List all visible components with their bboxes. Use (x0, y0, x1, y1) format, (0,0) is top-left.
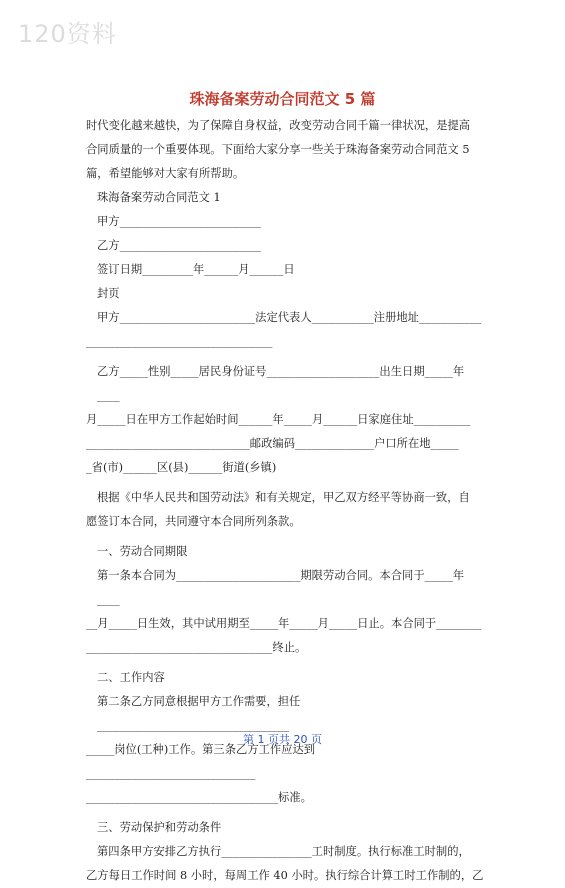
section-line: _________________________________终止。 (86, 641, 307, 654)
section-line: 第一条本合同为______________________期限劳动合同。本合同于_____年____ (97, 569, 465, 606)
section-line: 乙方每日工作时间 8 小时，每周工作 40 小时。执行综合计算工时工作制的，乙 (86, 869, 484, 882)
section-heading: 一、劳动合同期限 (97, 545, 188, 558)
party-b-info-line: 乙方_____性别_____居民身份证号____________________出生日期_____年____ (97, 365, 465, 402)
intro-line: 篇，希望能够对大家有所帮助。 (86, 167, 245, 180)
document-title: 珠海备案劳动合同范文 5 篇 (189, 90, 376, 108)
watermark: 120资料 (18, 20, 117, 48)
section-line: __________________________________标准。 (86, 791, 312, 804)
section-heading: 二、工作内容 (97, 671, 165, 684)
preamble-line: 根据《中华人民共和国劳动法》和有关规定，甲乙双方经平等协商一致，自 (97, 491, 470, 504)
page-footer: 第 1 页共 20 页 (243, 733, 322, 746)
party-b-info-line: _____________________________邮政编码______________户口所在地_____ (86, 437, 459, 450)
party-b-info-line: 月_____日在甲方工作起始时间______年_____月______日家庭住址__________ (86, 413, 471, 426)
document-body (86, 114, 484, 888)
section-line: 第四条甲方安排乙方执行________________工时制度。执行标准工时制的， (97, 845, 470, 858)
party-a-line: 甲方_________________________ (97, 215, 261, 228)
party-b-info-line: _省(市)______区(县)______街道(乡镇) (86, 461, 277, 474)
cover-line: 甲方________________________法定代表人___________注册地址___________ (97, 311, 482, 324)
intro-line: 合同质量的一个重要体现。下面给大家分享一些关于珠海备案劳动合同范文 5 (86, 143, 470, 156)
section-heading: 三、劳动保护和劳动条件 (97, 821, 222, 834)
cover-line: _________________________________ (86, 335, 273, 348)
preamble-line: 愿签订本合同，共同遵守本合同所列条款。 (86, 515, 301, 528)
section-line: _____岗位(工种)工作。第三条乙方工作应达到______________________________ (86, 743, 316, 780)
contract-heading: 珠海备案劳动合同范文 1 (97, 191, 221, 204)
intro-line: 时代变化越来越快，为了保障自身权益，改变劳动合同千篇一律状况，是提高 (86, 119, 471, 132)
cover-label: 封页 (97, 287, 120, 300)
sign-date-line: 签订日期_________年______月______日 (97, 263, 295, 276)
section-line: __月_____日生效，其中试用期至_____年_____月_____日止。本合同于________ (86, 617, 482, 630)
party-b-line: 乙方_________________________ (97, 239, 261, 252)
section-line: 第二条乙方同意根据甲方工作需要，担任__________________________________ (97, 695, 301, 732)
